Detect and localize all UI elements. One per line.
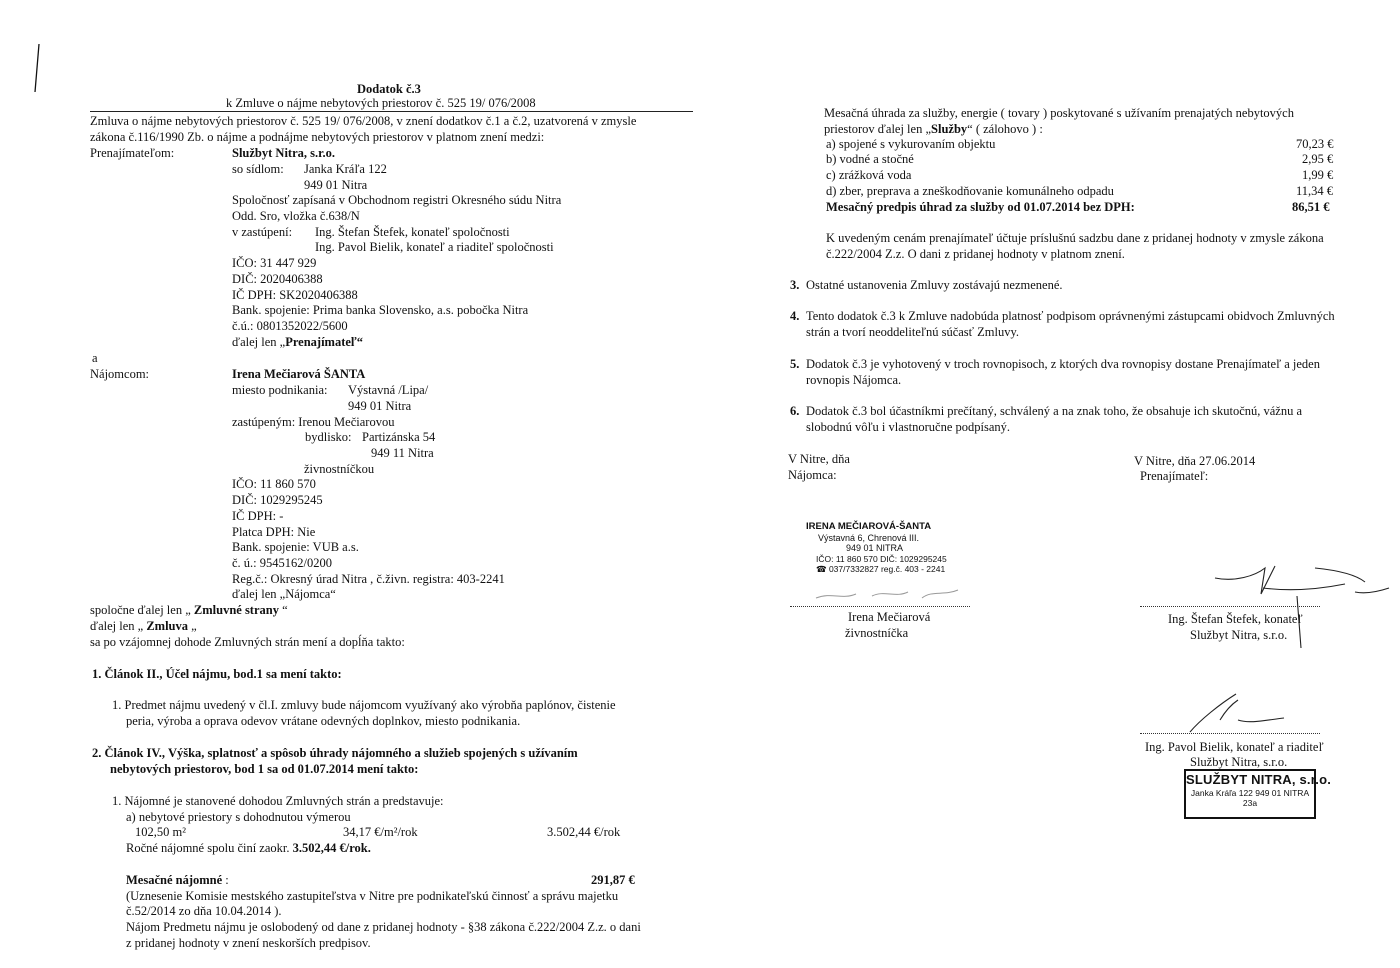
tenant-place-city: 949 01 Nitra bbox=[348, 399, 412, 413]
landlord-stamp: SLUŽBYT NITRA, s.r.o. Janka Kráľa 122 949 01 NITRA 23a bbox=[1184, 769, 1316, 819]
tenant-sign-role: Nájomca: bbox=[788, 468, 837, 482]
signer-2-company: Službyt Nitra, s.r.o. bbox=[1190, 755, 1288, 769]
together-line-3: sa po vzájomnej dohode Zmluvných strán mení a dopĺňa takto: bbox=[90, 635, 405, 649]
landlord-rep-label: v zastúpení: bbox=[232, 225, 293, 239]
clause-5-line-1: Dodatok č.3 je vyhotovený v troch rovnopisoch, z ktorých dva rovnopisy dostane Prenajímateľ a jeden bbox=[806, 357, 1320, 371]
clause-3-text: Ostatné ustanovenia Zmluvy zostávajú nezmenené. bbox=[806, 278, 1063, 292]
annual-rent: Ročné nájomné spolu činí zaokr. 3.502,44 €/rok. bbox=[126, 841, 371, 855]
service-item-d-value: 11,34 € bbox=[1296, 184, 1334, 198]
tenant-home-street: Partizánska 54 bbox=[362, 430, 436, 444]
tenant-icdph: IČ DPH: - bbox=[232, 509, 284, 523]
tenant-occupation: živnostníčkou bbox=[304, 462, 375, 476]
clause-6-number: 6. bbox=[790, 404, 800, 418]
service-item-b-value: 2,95 € bbox=[1302, 152, 1334, 166]
clause-6-line-2: slobodnú vôľu i vlastnoručne podpísaný. bbox=[806, 420, 1011, 434]
tenant-account: č. ú.: 9545162/0200 bbox=[232, 556, 332, 570]
tenant-signature-line bbox=[790, 606, 970, 607]
landlord-bank: Bank. spojenie: Prima banka Slovensko, a.s. pobočka Nitra bbox=[232, 303, 529, 317]
tenant-reg: Reg.č.: Okresný úrad Nitra , č.živn. registra: 403-2241 bbox=[232, 572, 505, 586]
service-item-b-label: b) vodné a stočné bbox=[826, 152, 914, 166]
tenant-place-label: miesto podnikania: bbox=[232, 383, 328, 397]
tenant-sign-place: V Nitre, dňa bbox=[788, 452, 850, 466]
signer-1-signature-line bbox=[1140, 606, 1320, 607]
tenant-ico: IČO: 11 860 570 bbox=[232, 477, 316, 491]
services-total-label: Mesačný predpis úhrad za služby od 01.07.2014 bez DPH: bbox=[826, 200, 1135, 214]
landlord-sign-place: V Nitre, dňa 27.06.2014 bbox=[1134, 454, 1256, 468]
together-line-2: ďalej len „ Zmluva „ bbox=[90, 619, 197, 633]
landlord-dic: DIČ: 2020406388 bbox=[232, 272, 323, 286]
clause-6-line-1: Dodatok č.3 bol účastníkmi prečítaný, schválený a na znak toho, že obsahuje ich skutočnú, vážnu a bbox=[806, 404, 1303, 418]
tenant-signer-title: živnostníčka bbox=[845, 626, 909, 640]
clause-5-number: 5. bbox=[790, 357, 800, 371]
service-item-a-value: 70,23 € bbox=[1296, 137, 1334, 151]
signer-2-name: Ing. Pavol Bielik, konateľ a riaditeľ bbox=[1145, 740, 1324, 754]
total-per-year: 3.502,44 €/rok bbox=[547, 825, 621, 839]
tenant-name: Irena Mečiarová ŠANTA bbox=[232, 367, 366, 381]
section-1-para-2: peria, výroba a oprava odevov vrátane odevných doplnkov, miesto podnikania. bbox=[126, 714, 521, 728]
area-value: 102,50 m² bbox=[135, 825, 186, 839]
tenant-home-city: 949 11 Nitra bbox=[371, 446, 434, 460]
clause-4-number: 4. bbox=[790, 309, 800, 323]
tenant-place-street: Výstavná /Lipa/ bbox=[348, 383, 429, 397]
and-word: a bbox=[92, 351, 98, 365]
tenant-vat: Platca DPH: Nie bbox=[232, 525, 316, 539]
title-rule bbox=[90, 111, 693, 112]
clause-4-line-2: strán a tvorí neoddeliteľnú súčasť Zmluvy. bbox=[806, 325, 1020, 339]
landlord-seat-label: so sídlom: bbox=[232, 162, 284, 176]
vat-note-2: č.222/2004 Z.z. O dani z pridanej hodnoty v platnom znení. bbox=[826, 247, 1125, 261]
intro-line-2: zákona č.116/1990 Zb. o nájme a podnájme nebytových priestorov v platnom znení medzi: bbox=[90, 130, 545, 144]
section-2-item-a: a) nebytové priestory s dohodnutou výmerou bbox=[126, 810, 351, 824]
monthly-rent-label: Mesačné nájomné : bbox=[126, 873, 229, 887]
signer-1-company: Službyt Nitra, s.r.o. bbox=[1190, 628, 1288, 642]
service-item-c-label: c) zrážková voda bbox=[826, 168, 912, 182]
landlord-sign-role: Prenajímateľ: bbox=[1140, 469, 1209, 483]
signer-1-name: Ing. Štefan Štefek, konateľ bbox=[1168, 612, 1303, 626]
service-item-a-label: a) spojené s vykurovaním objektu bbox=[826, 137, 996, 151]
services-intro-1: Mesačná úhrada za služby, energie ( tovary ) poskytované s užívaním prenajatých nebytových bbox=[824, 106, 1294, 120]
landlord-icdph: IČ DPH: SK2020406388 bbox=[232, 288, 358, 302]
landlord-rep-2: Ing. Pavol Bielik, konateľ a riaditeľ spoločnosti bbox=[315, 240, 554, 254]
landlord-role: Prenajímateľom: bbox=[90, 146, 175, 160]
vat-note-1: K uvedeným cenám prenajímateľ účtuje príslušnú sadzbu dane z pridanej hodnoty v zmysle zákona bbox=[826, 231, 1324, 245]
note-line-4: z pridanej hodnoty v znení neskorších predpisov. bbox=[126, 936, 371, 950]
document-title: Dodatok č.3 bbox=[357, 82, 421, 96]
services-total-value: 86,51 € bbox=[1292, 200, 1330, 214]
intro-line-1: Zmluva o nájme nebytových priestorov č. 525 19/ 076/2008, v znení dodatkov č.1 a č.2, uzatvorená v zmysle bbox=[90, 114, 637, 128]
together-line-1: spoločne ďalej len „ Zmluvné strany “ bbox=[90, 603, 288, 617]
landlord-name: Službyt Nitra, s.r.o. bbox=[232, 146, 336, 160]
tenant-rep-label: zastúpeným: Irenou Mečiarovou bbox=[232, 415, 395, 429]
document-subtitle: k Zmluve o nájme nebytových priestorov č. 525 19/ 076/2008 bbox=[226, 96, 536, 110]
section-2-heading-2: nebytových priestorov, bod 1 sa od 01.07.2014 mení takto: bbox=[110, 762, 419, 776]
section-2-heading-1: 2. Článok IV., Výška, splatnosť a spôsob úhrady nájomného a služieb spojených s užívaním bbox=[92, 746, 578, 760]
rate-value: 34,17 €/m²/rok bbox=[343, 825, 418, 839]
landlord-rep-1: Ing. Štefan Štefek, konateľ spoločnosti bbox=[315, 225, 510, 239]
signer-2-signature bbox=[1180, 690, 1300, 743]
landlord-street: Janka Kráľa 122 bbox=[304, 162, 387, 176]
monthly-rent-value: 291,87 € bbox=[591, 873, 635, 887]
note-line-1: (Uznesenie Komisie mestského zastupiteľstva v Nitre pre podnikateľskú činnosť a správu majetku bbox=[126, 889, 619, 903]
section-2-para-1: 1. Nájomné je stanovené dohodou Zmluvných strán a predstavuje: bbox=[112, 794, 444, 808]
tenant-dic: DIČ: 1029295245 bbox=[232, 493, 323, 507]
service-item-c-value: 1,99 € bbox=[1302, 168, 1334, 182]
landlord-account: č.ú.: 0801352022/5600 bbox=[232, 319, 348, 333]
note-line-2: č.52/2014 zo dňa 10.04.2014 ). bbox=[126, 904, 282, 918]
note-line-3: Nájom Predmetu nájmu je oslobodený od dane z pridanej hodnoty - §38 zákona č.222/2004 Z.z. o dani bbox=[126, 920, 641, 934]
clause-3-number: 3. bbox=[790, 278, 800, 292]
landlord-city: 949 01 Nitra bbox=[304, 178, 368, 192]
landlord-registry-1: Spoločnosť zapísaná v Obchodnom registri Okresného súdu Nitra bbox=[232, 193, 562, 207]
landlord-alias: ďalej len „Prenajímateľ“ bbox=[232, 335, 364, 349]
tenant-home-label: bydlisko: bbox=[305, 430, 352, 444]
clause-4-line-1: Tento dodatok č.3 k Zmluve nadobúda platnosť podpisom oprávnenými zástupcami obidvoch Zmluvných bbox=[806, 309, 1335, 323]
pen-mark bbox=[33, 42, 39, 92]
services-intro-2: priestorov ďalej len „Služby“ ( zálohovo ) : bbox=[824, 122, 1043, 136]
landlord-ico: IČO: 31 447 929 bbox=[232, 256, 317, 270]
tenant-bank: Bank. spojenie: VUB a.s. bbox=[232, 540, 359, 554]
service-item-d-label: d) zber, preprava a zneškodňovanie komunálneho odpadu bbox=[826, 184, 1114, 198]
tenant-role: Nájomcom: bbox=[90, 367, 150, 381]
tenant-stamp: IRENA MEČIAROVÁ-ŠANTA Výstavná 6, Chrenová III. 949 01 NITRA IČO: 11 860 570 DIČ: 1029295245 ☎ 037/7332827 reg.č. 403 - 2241 bbox=[806, 521, 947, 574]
landlord-registry-2: Odd. Sro, vložka č.638/N bbox=[232, 209, 360, 223]
section-1-heading: 1. Článok II., Účel nájmu, bod.1 sa mení takto: bbox=[92, 667, 342, 681]
signer-2-signature-line bbox=[1140, 733, 1320, 734]
tenant-alias: ďalej len „Nájomca“ bbox=[232, 587, 336, 601]
clause-5-line-2: rovnopis Nájomca. bbox=[806, 373, 902, 387]
section-1-para-1: 1. Predmet nájmu uvedený v čl.I. zmluvy bude nájomcom využívaný ako výrobňa paplónov, čistenie bbox=[112, 698, 616, 712]
tenant-signer-name: Irena Mečiarová bbox=[848, 610, 931, 624]
